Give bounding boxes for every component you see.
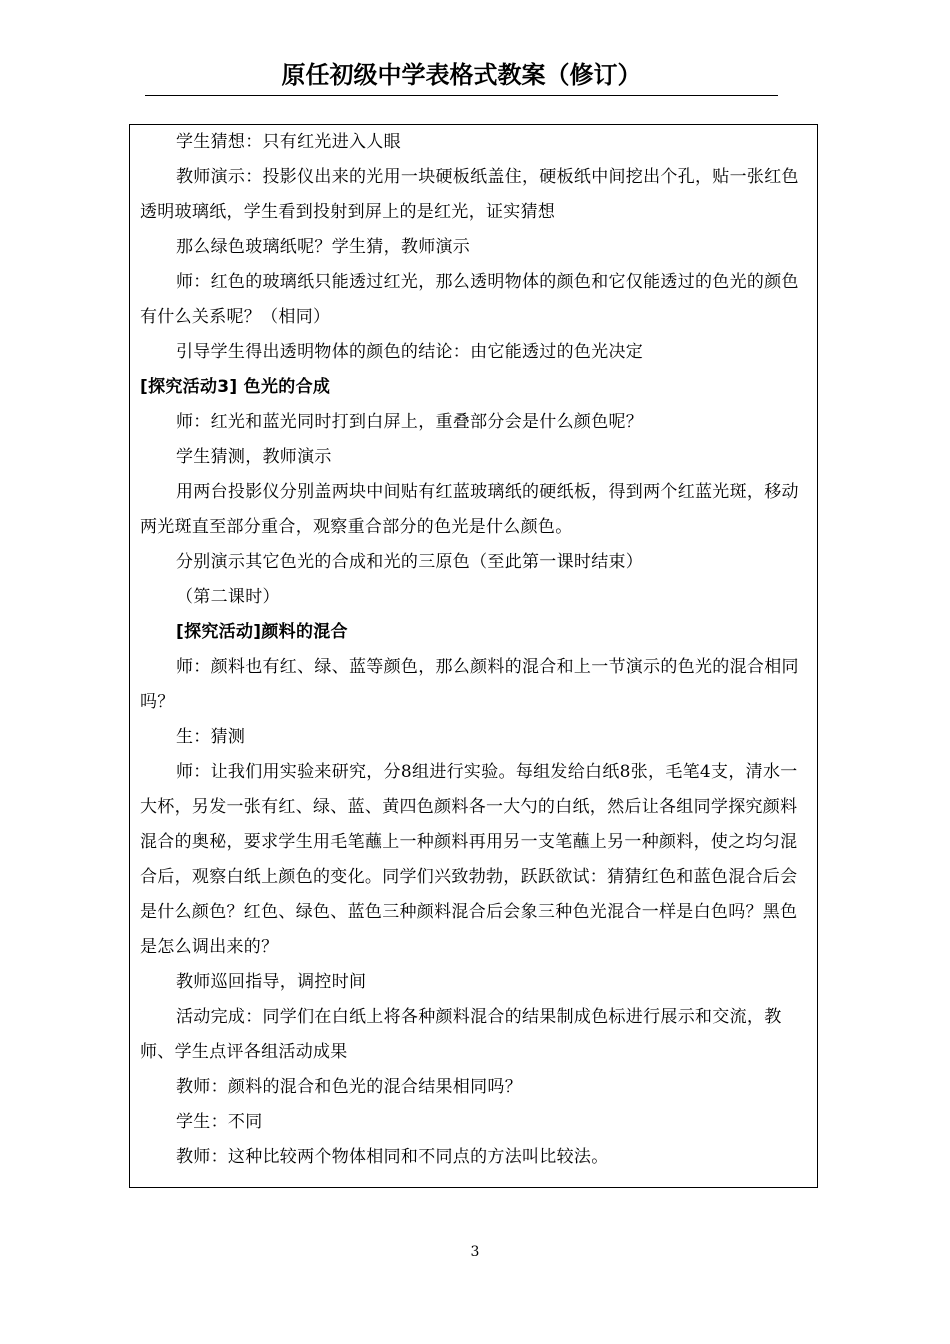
paragraph: 教师：颜料的混合和色光的混合结果相同吗？ xyxy=(176,1077,522,1097)
paragraph: （第二课时） xyxy=(176,587,280,607)
paragraph: 师：红光和蓝光同时打到白屏上，重叠部分会是什么颜色呢？ xyxy=(176,412,644,432)
paragraph: 教师演示：投影仪出来的光用一块硬板纸盖住，硬板纸中间挖出个孔，贴一张红色透明玻璃纸，学生看到投射到屏上的是红光，证实猜想 xyxy=(140,167,799,222)
paragraph: 师：让我们用实验来研究，分8组进行实验。每组发给白纸8张，毛笔4支，清水一大杯，另发一张有红、绿、蓝、黄四色颜料各一大勺的白纸，然后让各组同学探究颜料混合的奥秘，要求学生用毛笔蘸上一种颜料再用另一支笔蘸上另一种颜料，使之均匀混合后，观察白纸上颜色的变化。同学们兴致勃勃，跃跃欲试：猜猜红色和蓝色混合后会是什么颜色？红色、绿色、蓝色三种颜料混合后会象三种色光混合一样是白色吗？黑色是怎么调出来的？ xyxy=(140,762,798,957)
paragraph: 师：红色的玻璃纸只能透过红光，那么透明物体的颜色和它仅能透过的色光的颜色有什么关系呢？（相同） xyxy=(140,272,799,327)
paragraph: 学生猜测，教师演示 xyxy=(176,447,332,467)
paragraph: 教师巡回指导，调控时间 xyxy=(176,972,367,992)
lesson-content xyxy=(140,125,808,1175)
page-header-title: 原任初级中学表格式教案（修订） xyxy=(145,58,778,96)
section-heading: [探究活动3] 色光的合成 xyxy=(140,377,331,397)
paragraph: 生：猜测 xyxy=(176,727,246,747)
section-heading: [探究活动]颜料的混合 xyxy=(176,622,348,642)
paragraph: 分别演示其它色光的合成和光的三原色（至此第一课时结束） xyxy=(176,552,644,572)
page-number: 3 xyxy=(470,1244,480,1260)
paragraph: 学生：不同 xyxy=(176,1112,263,1132)
paragraph: 引导学生得出透明物体的颜色的结论：由它能透过的色光决定 xyxy=(176,342,644,362)
paragraph: 活动完成：同学们在白纸上将各种颜料混合的结果制成色标进行展示和交流，教师、学生点评各组活动成果 xyxy=(140,1007,782,1062)
paragraph: 教师：这种比较两个物体相同和不同点的方法叫比较法。 xyxy=(176,1147,609,1167)
paragraph: 用两台投影仪分别盖两块中间贴有红蓝玻璃纸的硬纸板，得到两个红蓝光斑，移动两光斑直至部分重合，观察重合部分的色光是什么颜色。 xyxy=(140,482,799,537)
paragraph: 师：颜料也有红、绿、蓝等颜色，那么颜料的混合和上一节演示的色光的混合相同吗？ xyxy=(140,657,799,712)
paragraph: 那么绿色玻璃纸呢？学生猜，教师演示 xyxy=(176,237,471,257)
lesson-plan-table-cell xyxy=(129,124,818,1188)
paragraph: 学生猜想：只有红光进入人眼 xyxy=(176,132,401,152)
